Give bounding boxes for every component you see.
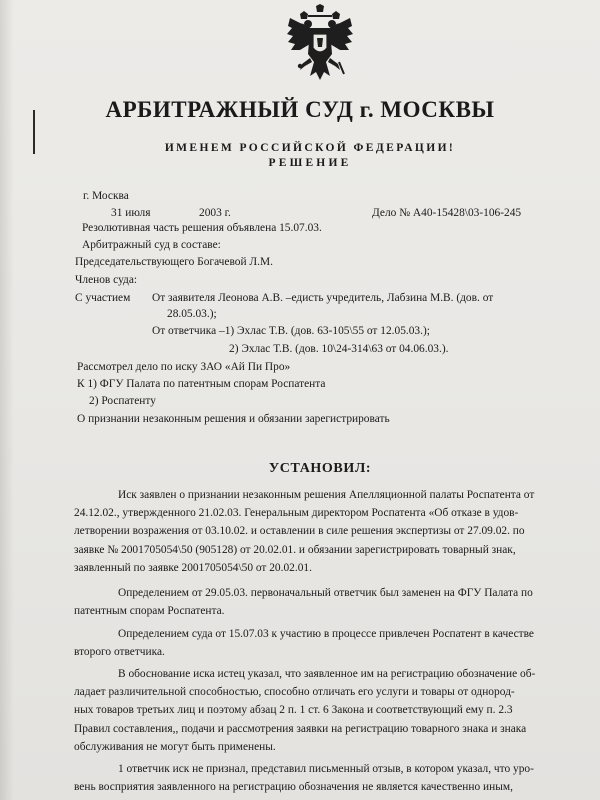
defendant-1: К 1) ФГУ Палата по патентным спорам Роспатента bbox=[77, 378, 326, 390]
text-line: Правил составления,, подачи и рассмотрения заявки на регистрацию товарного знака и знака bbox=[74, 722, 527, 735]
text-line: ных товаров третьих лиц и поэтому абзац 2 п. 1 ст. 6 Закона и соответствующий ему п. 2.3 bbox=[74, 704, 513, 717]
paragraph-defendant-response bbox=[74, 760, 579, 796]
date-day-month: 31 июля bbox=[111, 207, 151, 219]
respondent-representative-2: 2) Эхлас Т.В. (дов. 10\24-314\63 от 04.06.03.). bbox=[229, 343, 449, 355]
text-line: Иск заявлен о признании незаконным решения Апелляционной палаты Роспатента от bbox=[118, 489, 535, 501]
defendant-2: 2) Роспатенту bbox=[89, 395, 156, 407]
respondent-representative-1: От ответчика –1) Эхлас Т.В. (дов. 63-105\55 от 12.05.03.); bbox=[152, 325, 430, 337]
text-line: 1 ответчик иск не признал, представил письменный отзыв, в котором указал, что уро- bbox=[118, 763, 534, 775]
text-line: ладает различительной способностью, способно отличать его услуги и товары от однород- bbox=[74, 686, 515, 699]
date-year: 2003 г. bbox=[199, 207, 231, 219]
text-line: вень восприятия заявленного на регистрацию обозначения не является качественно иным, bbox=[74, 781, 513, 794]
presiding-judge: Председательствующего Богачевой Л.М. bbox=[75, 256, 273, 268]
text-line: Определением от 29.05.03. первоначальный ответчик был заменен на ФГУ Палата по bbox=[118, 587, 533, 599]
text-line: 24.12.02., утвержденного 21.02.03. Генеральным директором Роспатента «Об отказе в удов- bbox=[74, 507, 519, 520]
court-members: Членов суда: bbox=[75, 274, 138, 286]
text-line: заявленный по заявке 2001705054\50 от 20.02.01. bbox=[74, 561, 312, 574]
city: г. Москва bbox=[83, 190, 129, 202]
paragraph-claim-grounds bbox=[74, 665, 579, 756]
established-heading: УСТАНОВИЛ: bbox=[268, 461, 372, 476]
decision-heading: РЕШЕНИЕ bbox=[268, 157, 352, 169]
case-considered: Рассмотрел дело по иску ЗАО «Ай Пи Про» bbox=[77, 361, 291, 373]
claim-subject: О признании незаконным решения и обязании зарегистрировать bbox=[77, 413, 390, 425]
applicant-representatives: От заявителя Леонова А.В. –едисть учредитель, Лабзина М.В. (дов. от bbox=[152, 292, 494, 304]
operative-part-note: Резолютивная часть решения объявлена 15.07.03. bbox=[82, 222, 322, 234]
case-number: Дело № А40-15428\03-106-245 bbox=[372, 207, 522, 219]
paragraph-second-defendant bbox=[74, 625, 579, 661]
text-line: патентным спорам Роспатента. bbox=[74, 605, 225, 618]
text-line: обслуживания не могут быть применены. bbox=[74, 740, 276, 753]
participation-label: С участием bbox=[75, 292, 131, 304]
text-line: летворении возражения от 03.10.02. и оставлении в силе решения экспертизы от 27.09.02. по bbox=[74, 525, 525, 538]
text-line: В обоснование иска истец указал, что заявленное им на регистрацию обозначение об- bbox=[118, 668, 536, 680]
coat-of-arms-emblem bbox=[286, 4, 354, 84]
paragraph-claim bbox=[74, 486, 579, 577]
court-composition: Арбитражный суд в составе: bbox=[82, 239, 221, 251]
applicant-representatives-cont: 28.05.03.); bbox=[167, 308, 217, 320]
text-line: заявке № 2001705054\50 (905128) от 20.02.01. и обязании зарегистрировать товарный знак, bbox=[74, 543, 516, 556]
text-line: второго ответчика. bbox=[74, 646, 165, 659]
paragraph-replacement bbox=[74, 584, 579, 620]
court-title: АРБИТРАЖНЫЙ СУД г. МОСКВЫ bbox=[105, 97, 495, 122]
in-the-name-heading: ИМЕНЕМ РОССИЙСКОЙ ФЕДЕРАЦИИ! bbox=[164, 142, 456, 154]
text-line: Определением суда от 15.07.03 к участию в процессе привлечен Роспатент в качестве bbox=[118, 628, 534, 640]
